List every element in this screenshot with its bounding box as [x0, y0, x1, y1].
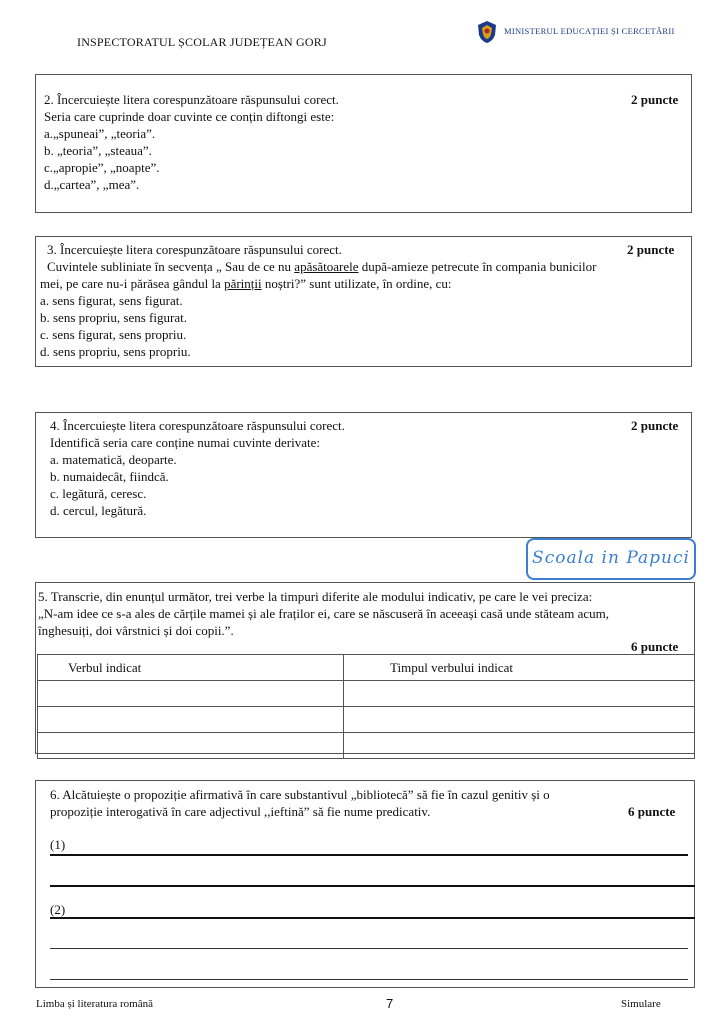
q4-option-d[interactable]: d. cercul, legătură. [50, 503, 147, 518]
q3-underlined-word-2: părinții [224, 276, 262, 291]
column-header-tense: Timpul verbului indicat [344, 655, 695, 681]
q3-prompt2-b: noștri?” sunt utilizate, în ordine, cu: [261, 276, 452, 291]
answer-cell-tense-3[interactable] [344, 733, 695, 759]
q4-prompt: Identifică seria care conține numai cuvinte derivate: [50, 435, 320, 450]
answer-cell-verb-2[interactable] [38, 707, 344, 733]
q3-option-d[interactable]: d. sens propriu, sens propriu. [40, 344, 191, 359]
coat-of-arms-icon [476, 20, 498, 44]
table-row [38, 681, 695, 707]
q3-prompt-b: după-amieze petrecute în compania bunicilor [358, 259, 597, 274]
q3-prompt-line2 [40, 276, 452, 292]
answer-line-4[interactable] [50, 948, 688, 949]
table-header-row [38, 655, 695, 681]
answer-cell-verb-1[interactable] [38, 681, 344, 707]
ministry-name: MINISTERUL EDUCAȚIEI ȘI CERCETĂRII [504, 26, 675, 36]
answer-line-1[interactable] [50, 854, 688, 856]
ministry-logo [476, 20, 696, 46]
footer-exam-type: Simulare [621, 998, 661, 1010]
q3-underlined-word-1: apăsătoarele [294, 259, 359, 274]
answer-cell-tense-1[interactable] [344, 681, 695, 707]
header-inspectorate: INSPECTORATUL ȘCOLAR JUDEȚEAN GORJ [77, 35, 327, 49]
q5-line-1: 5. Transcrie, din enunțul următor, trei verbe la timpuri diferite ale modului indicativ, pe care le vei preciza: [38, 589, 593, 604]
footer-subject: Limba și literatura română [36, 998, 153, 1010]
q2-option-c[interactable]: c.„apropie”, „noapte”. [44, 160, 160, 175]
q5-line-3: înghesuiți, doi vârstnici și doi copii.”. [38, 623, 234, 638]
answer-line-3[interactable] [50, 917, 695, 919]
q3-prompt2-a: mei, pe care nu-i părăsea gândul la [40, 276, 225, 291]
q6-points: 6 puncte [628, 804, 676, 819]
q4-option-b[interactable]: b. numaidecât, fiindcă. [50, 469, 169, 484]
table-row [38, 733, 695, 759]
answer-line-5[interactable] [50, 979, 688, 980]
q2-points: 2 puncte [631, 92, 679, 107]
q5-answer-table [37, 654, 695, 759]
answer-cell-tense-2[interactable] [344, 707, 695, 733]
q3-prompt-line1 [47, 259, 596, 275]
q4-option-c[interactable]: c. legătură, ceresc. [50, 486, 147, 501]
footer-page-number: 7 [386, 996, 394, 1011]
q2-instruction: 2. Încercuiește litera corespunzătoare răspunsului corect. [44, 92, 339, 107]
q3-prompt-a: Cuvintele subliniate în secvența „ Sau de ce nu [47, 259, 295, 274]
q4-option-a[interactable]: a. matematică, deoparte. [50, 452, 177, 467]
answer-cell-verb-3[interactable] [38, 733, 344, 759]
q2-option-b[interactable]: b. „teoria”, „steaua”. [44, 143, 152, 158]
q2-option-a[interactable]: a.„spuneai”, „teoria”. [44, 126, 156, 141]
watermark-stamp [526, 538, 696, 580]
q3-option-b[interactable]: b. sens propriu, sens figurat. [40, 310, 187, 325]
q3-instruction: 3. Încercuiește litera corespunzătoare răspunsului corect. [47, 242, 342, 257]
q6-line-1: 6. Alcătuiește o propoziție afirmativă în care substantivul „bibliotecă” să fie în cazul genitiv și o [50, 787, 550, 802]
q3-points: 2 puncte [627, 242, 675, 257]
q5-points: 6 puncte [631, 639, 679, 654]
stamp-text: Scoala in Papuci [532, 548, 690, 568]
q2-option-d[interactable]: d.„cartea”, „mea”. [44, 177, 140, 192]
q6-answer-label-2: (2) [50, 902, 66, 917]
q3-option-c[interactable]: c. sens figurat, sens propriu. [40, 327, 187, 342]
column-header-verb: Verbul indicat [38, 655, 344, 681]
table-row [38, 707, 695, 733]
q2-prompt: Seria care cuprinde doar cuvinte ce conțin diftongi este: [44, 109, 335, 124]
q3-option-a[interactable]: a. sens figurat, sens figurat. [40, 293, 183, 308]
answer-line-2[interactable] [50, 885, 695, 887]
q4-instruction: 4. Încercuiește litera corespunzătoare răspunsului corect. [50, 418, 345, 433]
q4-points: 2 puncte [631, 418, 679, 433]
q6-line-2: propoziție interogativă în care adjectivul ,,ieftină” să fie nume predicativ. [50, 804, 431, 819]
q5-line-2: „N-am idee ce s-a ales de cărțile mamei și ale fraților ei, care se născuseră în aceeași casă unde stăteam acum, [38, 606, 609, 621]
q6-answer-label-1: (1) [50, 837, 66, 852]
